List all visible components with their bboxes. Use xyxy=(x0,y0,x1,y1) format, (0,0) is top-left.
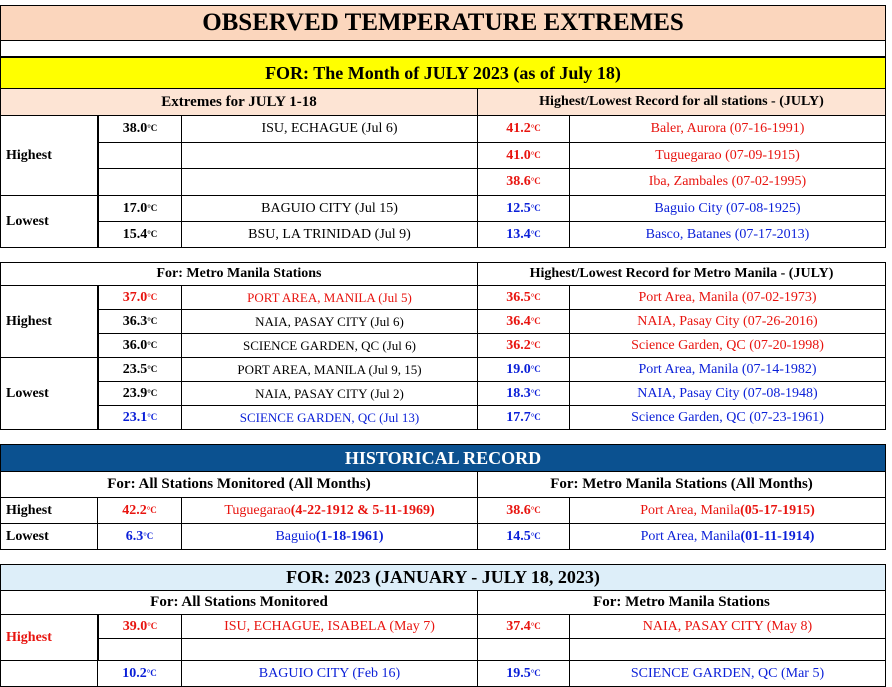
metro-record-value: 36.5 $^{^\circ C}$ xyxy=(478,286,570,310)
metro-low-value: 23.5 $^{^\circ C}$ xyxy=(98,358,182,382)
year-low-value: 10.2 $^{^\circ C}$ xyxy=(98,661,182,687)
unit-label: °C xyxy=(147,123,158,133)
historical-mm-high-location: Port Area, Manila (05-17-1915) xyxy=(570,498,886,524)
july-left-header: Extremes for JULY 1-18 xyxy=(0,89,478,116)
unit-label: °C xyxy=(146,667,157,678)
metro-low-value: 23.1 $^{^\circ C}$ xyxy=(98,406,182,430)
metro-record-location: Science Garden, QC (07-23-1961) xyxy=(570,406,886,430)
unit-label: °C xyxy=(530,339,541,350)
july-low-location: BSU, LA TRINIDAD (Jul 9) xyxy=(182,222,478,248)
unit-label: °C xyxy=(147,387,158,398)
unit-label: °C xyxy=(530,411,541,422)
unit-label: °C xyxy=(530,504,541,515)
unit-label: °C xyxy=(147,363,158,374)
empty-cell xyxy=(182,639,478,661)
july-low-value: 15.4 $^{^\circ C}$ xyxy=(98,222,182,248)
empty-cell xyxy=(570,639,886,661)
historical-highest-label: Highest xyxy=(0,498,98,524)
unit-label: °C xyxy=(530,291,541,302)
july-record-location: Baler, Aurora (07-16-1991) xyxy=(570,116,886,143)
metro-right-header: Highest/Lowest Record for Metro Manila - (JULY) xyxy=(478,262,886,286)
metro-left-header: For: Metro Manila Stations xyxy=(0,262,478,286)
metro-record-value: 36.4 $^{^\circ C}$ xyxy=(478,310,570,334)
metro-low-value: 23.9 $^{^\circ C}$ xyxy=(98,382,182,406)
spacer-row xyxy=(0,41,886,57)
year-lowest-label xyxy=(0,661,98,687)
unit-label: °C xyxy=(147,620,158,631)
unit-label: °C xyxy=(147,228,158,239)
july-high-value xyxy=(98,169,182,196)
july-right-header: Highest/Lowest Record for all stations - (JULY) xyxy=(478,89,886,116)
unit-label: °C xyxy=(530,149,541,160)
page-title: OBSERVED TEMPERATURE EXTREMES xyxy=(0,5,886,41)
july-high-location xyxy=(182,169,478,196)
july-high-location xyxy=(182,143,478,169)
metro-record-location: Port Area, Manila (07-02-1973) xyxy=(570,286,886,310)
historical-high-location: Tuguegarao (4-22-1912 & 5-11-1969) xyxy=(182,498,478,524)
july-record-value: 41.0 $^{^\circ C}$ xyxy=(478,143,570,169)
year-mm-low-location: SCIENCE GARDEN, QC (Mar 5) xyxy=(570,661,886,687)
unit-label: °C xyxy=(147,315,158,326)
unit-label: °C xyxy=(147,202,158,213)
historical-low-location: Baguio (1-18-1961) xyxy=(182,524,478,550)
metro-record-location: Science Garden, QC (07-20-1998) xyxy=(570,334,886,358)
historical-lowest-label: Lowest xyxy=(0,524,98,550)
historical-mm-high-value: 38.6 $^{^\circ C}$ xyxy=(478,498,570,524)
metro-record-location: Port Area, Manila (07-14-1982) xyxy=(570,358,886,382)
metro-high-value: 37.0 $^{^\circ C}$ xyxy=(98,286,182,310)
month-header: FOR: The Month of JULY 2023 (as of July 18) xyxy=(0,57,886,89)
july-record-location: Iba, Zambales (07-02-1995) xyxy=(570,169,886,196)
unit-label: °C xyxy=(530,315,541,326)
july-record-location: Baguio City (07-08-1925) xyxy=(570,196,886,222)
year-low-location: BAGUIO CITY (Feb 16) xyxy=(182,661,478,687)
unit-label: °C xyxy=(147,339,158,350)
unit-label: °C xyxy=(530,123,541,133)
empty-cell xyxy=(98,639,182,661)
unit-label: °C xyxy=(530,176,541,186)
metro-record-location: NAIA, Pasay City (07-26-2016) xyxy=(570,310,886,334)
historical-mm-low-location: Port Area, Manila (01-11-1914) xyxy=(570,524,886,550)
year-right-header: For: Metro Manila Stations xyxy=(478,591,886,615)
metro-high-value: 36.0 $^{^\circ C}$ xyxy=(98,334,182,358)
year-mm-high-value: 37.4 $^{^\circ C}$ xyxy=(478,615,570,639)
july-lowest-label: Lowest xyxy=(0,196,98,248)
metro-high-value: 36.3 $^{^\circ C}$ xyxy=(98,310,182,334)
metro-record-value: 36.2 $^{^\circ C}$ xyxy=(478,334,570,358)
year-header: FOR: 2023 (JANUARY - JULY 18, 2023) xyxy=(0,564,886,591)
metro-high-location: NAIA, PASAY CITY (Jul 6) xyxy=(182,310,478,334)
historical-header: HISTORICAL RECORD xyxy=(0,444,886,472)
metro-low-location: PORT AREA, MANILA (Jul 9, 15) xyxy=(182,358,478,382)
year-mm-low-value: 19.5 $^{^\circ C}$ xyxy=(478,661,570,687)
july-highest-label: Highest xyxy=(0,116,98,196)
metro-high-location: PORT AREA, MANILA (Jul 5) xyxy=(182,286,478,310)
metro-record-value: 17.7 $^{^\circ C}$ xyxy=(478,406,570,430)
historical-left-header: For: All Stations Monitored (All Months) xyxy=(0,472,478,498)
historical-high-value: 42.2 $^{^\circ C}$ xyxy=(98,498,182,524)
unit-label: °C xyxy=(146,504,157,515)
unit-label: °C xyxy=(530,530,541,541)
year-highest-label: Highest xyxy=(0,615,98,661)
unit-label: °C xyxy=(143,530,154,541)
unit-label: °C xyxy=(530,620,541,631)
unit-label: °C xyxy=(530,228,541,239)
year-high-location: ISU, ECHAGUE, ISABELA (May 7) xyxy=(182,615,478,639)
july-high-value xyxy=(98,143,182,169)
year-left-header: For: All Stations Monitored xyxy=(0,591,478,615)
july-low-value: 17.0 $^{^\circ C}$ xyxy=(98,196,182,222)
unit-label: °C xyxy=(530,202,541,213)
unit-label: °C xyxy=(147,411,158,422)
unit-label: °C xyxy=(530,363,541,374)
unit-label: °C xyxy=(530,667,541,678)
metro-highest-label: Highest xyxy=(0,286,98,358)
july-record-location: Basco, Batanes (07-17-2013) xyxy=(570,222,886,248)
july-record-value: 13.4 $^{^\circ C}$ xyxy=(478,222,570,248)
historical-mm-low-value: 14.5 $^{^\circ C}$ xyxy=(478,524,570,550)
july-low-location: BAGUIO CITY (Jul 15) xyxy=(182,196,478,222)
july-record-value: 12.5 $^{^\circ C}$ xyxy=(478,196,570,222)
metro-high-location: SCIENCE GARDEN, QC (Jul 6) xyxy=(182,334,478,358)
unit-label: °C xyxy=(147,291,158,302)
metro-lowest-label: Lowest xyxy=(0,358,98,430)
year-mm-high-location: NAIA, PASAY CITY (May 8) xyxy=(570,615,886,639)
july-record-value: 38.6 $^{^\circ C}$ xyxy=(478,169,570,196)
metro-low-location: SCIENCE GARDEN, QC (Jul 13) xyxy=(182,406,478,430)
historical-low-value: 6.3 $^{^\circ C}$ xyxy=(98,524,182,550)
july-record-value: 41.2 $^{^\circ C}$ xyxy=(478,116,570,143)
july-high-value: 38.0 $^{^\circ C}$ xyxy=(98,116,182,143)
metro-low-location: NAIA, PASAY CITY (Jul 2) xyxy=(182,382,478,406)
metro-record-value: 18.3 $^{^\circ C}$ xyxy=(478,382,570,406)
historical-right-header: For: Metro Manila Stations (All Months) xyxy=(478,472,886,498)
year-high-value: 39.0 $^{^\circ C}$ xyxy=(98,615,182,639)
july-record-location: Tuguegarao (07-09-1915) xyxy=(570,143,886,169)
metro-record-value: 19.0 $^{^\circ C}$ xyxy=(478,358,570,382)
unit-label: °C xyxy=(530,387,541,398)
july-high-location: ISU, ECHAGUE (Jul 6) xyxy=(182,116,478,143)
empty-cell xyxy=(478,639,570,661)
metro-record-location: NAIA, Pasay City (07-08-1948) xyxy=(570,382,886,406)
